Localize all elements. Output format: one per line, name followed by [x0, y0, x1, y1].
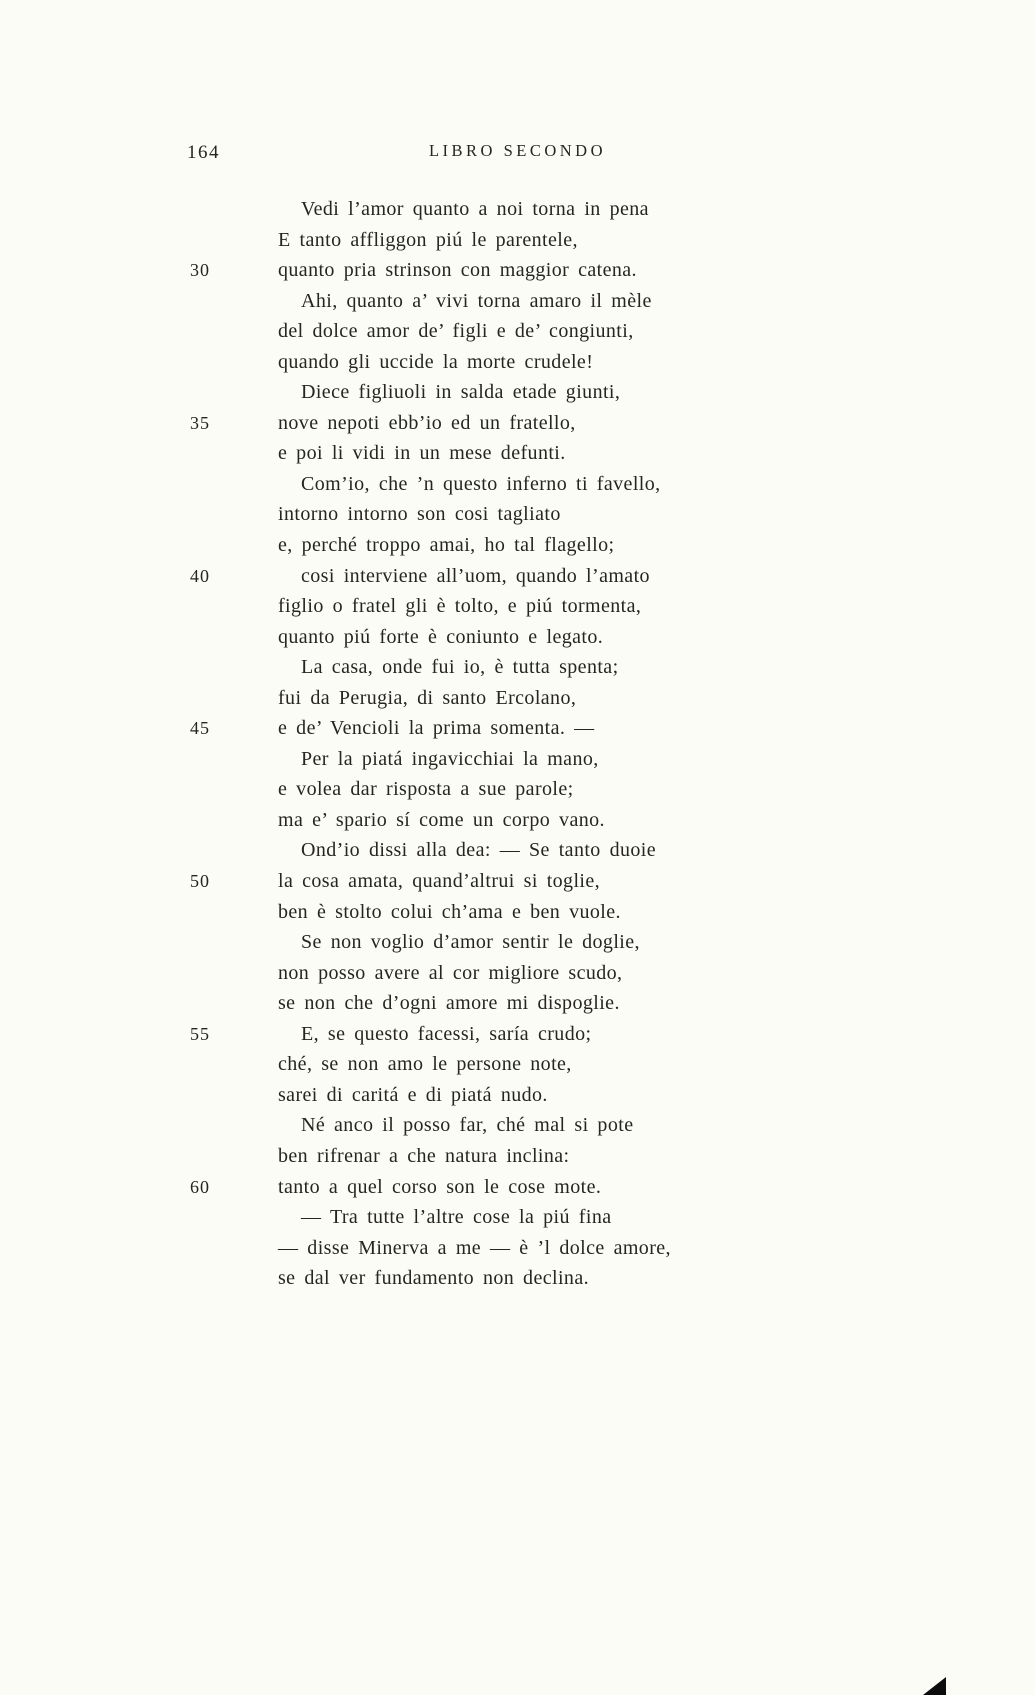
- verse-text: del dolce amor de’ figli e de’ congiunti,: [278, 320, 634, 343]
- verse-text: intorno intorno son cosi tagliato: [278, 503, 561, 526]
- poem-line: [0, 1049, 1035, 1080]
- verse-text: fui da Perugia, di santo Ercolano,: [278, 686, 577, 709]
- verse-text: sarei di caritá e di piatá nudo.: [278, 1083, 548, 1106]
- verse-text: ma e’ spario sí come un corpo vano.: [278, 808, 605, 831]
- verse-line-number: 55: [190, 1023, 210, 1044]
- poem-line: [0, 1172, 1035, 1203]
- poem-line: [0, 530, 1035, 561]
- verse-text: nove nepoti ebb’io ed un fratello,: [278, 411, 576, 434]
- poem-line: [0, 1110, 1035, 1141]
- poem-line: [0, 988, 1035, 1019]
- verse-text: ben rifrenar a che natura inclina:: [278, 1144, 570, 1167]
- page-header: [0, 139, 1035, 165]
- poem-line: [0, 774, 1035, 805]
- verse-text: Diece figliuoli in salda etade giunti,: [301, 381, 621, 404]
- verse-text: non posso avere al cor migliore scudo,: [278, 961, 623, 984]
- page-corner-artifact: [923, 1677, 946, 1695]
- verse-line-number: 60: [190, 1176, 210, 1197]
- verse-text: E, se questo facessi, saría crudo;: [301, 1022, 592, 1045]
- poem-line: [0, 225, 1035, 256]
- verse-text: Ahi, quanto a’ vivi torna amaro il mèle: [301, 289, 652, 312]
- verse-text: Per la piatá ingavicchiai la mano,: [301, 747, 599, 770]
- verse-text: quanto piú forte è coniunto e legato.: [278, 625, 604, 648]
- verse-text: quando gli uccide la morte crudele!: [278, 350, 594, 373]
- verse-text: — disse Minerva a me — è ’l dolce amore,: [278, 1236, 671, 1259]
- poem-line: [0, 1263, 1035, 1294]
- verse-text: cosi interviene all’uom, quando l’amato: [301, 564, 650, 587]
- running-title: LIBRO SECONDO: [428, 141, 607, 160]
- verse-text: e poi li vidi in un mese defunti.: [278, 442, 566, 465]
- poem-line: [0, 347, 1035, 378]
- verse-line-number: 40: [190, 565, 210, 586]
- verse-text: e de’ Vencioli la prima somenta. —: [278, 717, 595, 740]
- verse-text: E tanto affliggon piú le parentele,: [278, 228, 578, 251]
- verse-text: figlio o fratel gli è tolto, e piú tormenta,: [278, 595, 642, 618]
- verse-line-number: 45: [190, 718, 210, 739]
- poem-line: [0, 1141, 1035, 1172]
- poem-line: [0, 194, 1035, 225]
- verse-text: se dal ver fundamento non declina.: [278, 1267, 590, 1290]
- verse-text: quanto pria strinson con maggior catena.: [278, 259, 637, 282]
- poem-line: [0, 255, 1035, 286]
- verse-text: — Tra tutte l’altre cose la piú fina: [301, 1206, 612, 1229]
- poem-line: [0, 499, 1035, 530]
- poem-line: [0, 286, 1035, 317]
- poem-line: [0, 927, 1035, 958]
- poem-line: [0, 713, 1035, 744]
- poem-line: [0, 897, 1035, 928]
- verse-text: e, perché troppo amai, ho tal flagello;: [278, 534, 615, 557]
- poem-line: [0, 1080, 1035, 1111]
- poem-line: [0, 835, 1035, 866]
- verse-line-number: 35: [190, 412, 210, 433]
- poem-body: [0, 194, 1035, 1294]
- poem-line: [0, 438, 1035, 469]
- poem-line: [0, 561, 1035, 592]
- verse-line-number: 30: [190, 260, 210, 281]
- verse-text: e volea dar risposta a sue parole;: [278, 778, 574, 801]
- poem-line: [0, 805, 1035, 836]
- poem-line: [0, 1019, 1035, 1050]
- poem-line: [0, 469, 1035, 500]
- poem-line: [0, 652, 1035, 683]
- poem-line: [0, 1233, 1035, 1264]
- verse-text: Ond’io dissi alla dea: — Se tanto duoie: [301, 839, 657, 862]
- verse-text: Com’io, che ’n questo inferno ti favello,: [301, 472, 661, 495]
- poem-line: [0, 591, 1035, 622]
- verse-text: la cosa amata, quand’altrui si toglie,: [278, 870, 601, 893]
- poem-line: [0, 408, 1035, 439]
- poem-line: [0, 622, 1035, 653]
- poem-line: [0, 958, 1035, 989]
- verse-text: La casa, onde fui io, è tutta spenta;: [301, 656, 619, 679]
- verse-text: Se non voglio d’amor sentir le doglie,: [301, 931, 640, 954]
- page-number: 164: [187, 142, 220, 163]
- verse-text: ben è stolto colui ch’ama e ben vuole.: [278, 900, 621, 923]
- verse-text: tanto a quel corso son le cose mote.: [278, 1175, 602, 1198]
- verse-text: se non che d’ogni amore mi dispoglie.: [278, 992, 620, 1015]
- poem-line: [0, 744, 1035, 775]
- verse-text: Vedi l’amor quanto a noi torna in pena: [301, 198, 649, 220]
- verse-text: Né anco il posso far, ché mal si pote: [301, 1114, 634, 1137]
- poem-line: [0, 866, 1035, 897]
- poem-line: [0, 1202, 1035, 1233]
- verse-line-number: 50: [190, 871, 210, 892]
- poem-line: [0, 316, 1035, 347]
- poem-line: [0, 377, 1035, 408]
- verse-text: ché, se non amo le persone note,: [278, 1053, 572, 1076]
- poem-line: [0, 683, 1035, 714]
